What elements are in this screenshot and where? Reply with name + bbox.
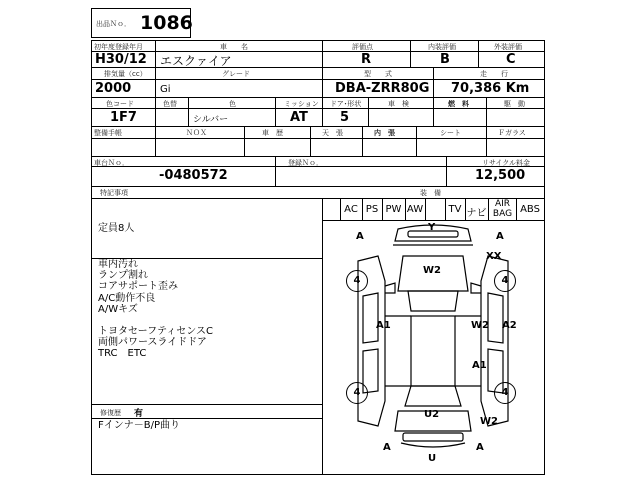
car-name-value: エスクァイア [160, 54, 232, 68]
rule [433, 67, 434, 97]
equip-ps: PS [365, 204, 379, 215]
interior-trim-label: 内 張 [374, 129, 395, 137]
mark-xx: XX [486, 251, 502, 262]
color-no-label: 色替 [163, 100, 177, 108]
rule [155, 67, 156, 97]
fuel-label: 燃 料 [448, 100, 469, 108]
mark-front-left: A [356, 231, 364, 242]
grade-label: グレード [222, 70, 250, 78]
car-diagram [323, 221, 544, 474]
color-label: 色 [229, 100, 236, 108]
equip-pw: PW [385, 204, 402, 215]
repair-value: 有 [134, 409, 144, 419]
equipment-label: 装 備 [420, 189, 441, 197]
note-options: トヨタセーフティセンスC 両側パワースライドドア TRC ETC [98, 326, 213, 360]
recycle-label: リサイクル料金 [482, 159, 531, 167]
rule [310, 126, 311, 156]
displacement-label: 排気量（cc） [104, 70, 147, 78]
model-label: 型 式 [364, 70, 392, 78]
color-code-value: 1F7 [110, 110, 137, 125]
lot-number: 1086 [140, 12, 193, 34]
note-capacity: 定員8人 [98, 223, 135, 234]
seat-label: シート [440, 129, 461, 137]
mark-right-side: A2 [502, 320, 517, 331]
rule [486, 97, 487, 126]
rule [425, 198, 426, 220]
rear-tire-right: 4 [494, 382, 516, 404]
displacement-value: 2000 [95, 81, 132, 96]
rule [91, 79, 545, 80]
mission-value: AT [290, 110, 308, 125]
interior-value: B [440, 52, 450, 67]
note-defects: 車内汚れ ランプ割れ コアサポート歪み A/C動作不良 A/Wキズ [98, 259, 178, 315]
mileage-label: 走 行 [480, 70, 508, 78]
model-value: DBA-ZRR80G [335, 81, 430, 96]
color-code-label: 色コード [106, 100, 134, 108]
equip-aw: AW [406, 204, 424, 215]
rule [155, 126, 156, 156]
exterior-label: 外装評価 [494, 43, 522, 51]
rule [155, 97, 156, 126]
rule [91, 97, 545, 98]
interior-label: 内装評価 [428, 43, 456, 51]
doors-value: 5 [340, 110, 350, 125]
equip-tv: TV [448, 204, 462, 215]
rule [91, 418, 322, 419]
reg-year-value: H30/12 [95, 52, 147, 67]
rule [275, 156, 276, 186]
regno-label: 登録Ｎｏ． [288, 159, 323, 167]
recycle-value: 12,500 [475, 168, 526, 183]
chassis-value: -0480572 [159, 168, 228, 183]
mileage-value: 70,386 Km [451, 81, 530, 96]
nox-label: ＮＯＸ [186, 129, 207, 137]
score-value: R [361, 52, 372, 67]
color-value: シルバー [193, 115, 229, 125]
mark-rear-left: A [383, 442, 391, 453]
rule [188, 97, 189, 126]
car-name-label: 車 名 [220, 43, 248, 51]
rule [322, 40, 323, 67]
rule [416, 126, 417, 156]
mark-front-center: Y [428, 222, 436, 233]
rule [91, 186, 545, 187]
glass-label: Ｆガラス [498, 129, 526, 137]
notes-label: 特記事項 [100, 189, 128, 197]
mission-label: ミッション [284, 100, 319, 108]
rule [275, 97, 276, 126]
rule [410, 40, 411, 67]
rule [486, 126, 487, 156]
rule [433, 97, 434, 126]
exterior-value: C [506, 52, 516, 67]
mark-hood: W2 [423, 265, 441, 276]
repair-label: 修復歴 [100, 409, 121, 417]
chassis-label: 車台Ｎｏ． [94, 159, 129, 167]
rear-tire-left: 4 [346, 382, 368, 404]
lot-number-box [91, 8, 191, 38]
inspection-label: 車 検 [388, 100, 409, 108]
rule [155, 40, 156, 67]
mark-rear-right: W2 [480, 416, 498, 427]
equip-airbag: AIR BAG [492, 199, 513, 219]
note-repair-detail: Fインナ－B/P曲り [98, 420, 181, 431]
rule [322, 97, 323, 126]
grade-value: Gi [160, 84, 171, 95]
rule [322, 67, 323, 97]
front-tire-left: 4 [346, 270, 368, 292]
rule [91, 126, 545, 127]
rule [478, 40, 479, 67]
mark-right-rear-door: A1 [472, 360, 487, 371]
rule [91, 404, 322, 405]
rule [446, 156, 447, 186]
equip-abs: ABS [520, 204, 540, 215]
mark-rear-right2: A [476, 442, 484, 453]
equip-ac: AC [344, 204, 358, 215]
rule [362, 126, 363, 156]
history-label: 車 歴 [262, 129, 283, 137]
mark-rear-bottom: U [428, 453, 437, 464]
rule [91, 156, 545, 157]
rule [244, 126, 245, 156]
roof-label: 天 張 [322, 129, 343, 137]
mark-right-door: W2 [471, 320, 489, 331]
rule [368, 97, 369, 126]
front-tire-right: 4 [494, 270, 516, 292]
doors-label: ドア･形状 [330, 100, 362, 108]
equip-navi: ナビ [466, 208, 487, 219]
lot-number-label: 出品Ｎｏ． [96, 20, 131, 28]
mark-trunk: U2 [424, 409, 440, 420]
score-label: 評価点 [352, 43, 373, 51]
mark-left-door: A1 [376, 320, 391, 331]
reg-year-label: 初年度登録年月 [94, 43, 143, 51]
rule [91, 198, 545, 199]
manual-label: 整備手帳 [94, 129, 122, 137]
rule [91, 138, 545, 139]
mark-front-right: A [496, 231, 504, 242]
drive-label: 駆 動 [504, 100, 525, 108]
